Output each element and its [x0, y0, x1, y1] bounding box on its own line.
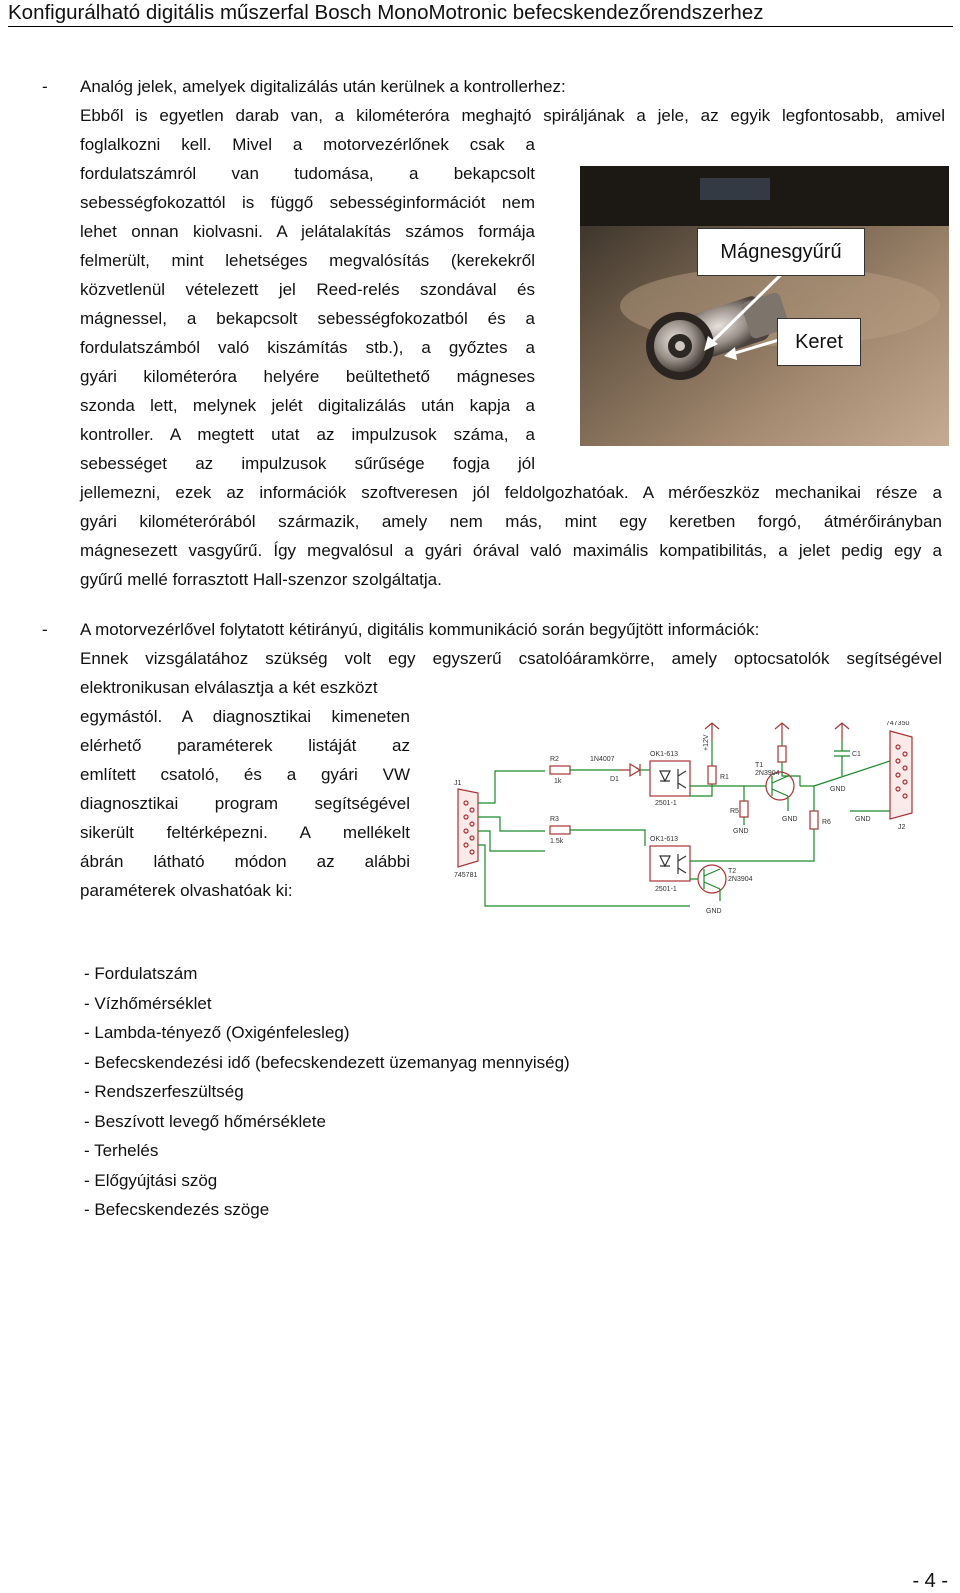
list-item: - Vízhőmérséklet: [84, 993, 212, 1013]
bullet-dash: -: [42, 77, 48, 96]
transistor-t1: [755, 762, 794, 800]
optocoupler-1: [650, 751, 690, 807]
paragraph-line: fordulatszámról van tudomása, a bekapcsolt: [80, 164, 535, 183]
transistor-t2: [698, 865, 753, 893]
optocoupler-2: [650, 836, 690, 893]
paragraph-line: gyári kilométeróra helyére beültethető mágneses: [80, 367, 535, 386]
bullet-dash: -: [42, 620, 48, 639]
j1-part: 745781: [454, 872, 478, 879]
parameter-list: [84, 959, 570, 1225]
paragraph-line: Ebből is egyetlen darab van, a kilométeróra meghajtó spiráljának a jele, az egyik legfontosabb, amivel: [80, 106, 945, 125]
gnd-label-5: GND: [855, 816, 871, 823]
paragraph-line: gyűrű mellé forrasztott Hall-szenzor szolgáltatja.: [80, 570, 442, 589]
connector-j1: [454, 780, 478, 879]
r1-label: R1: [720, 774, 729, 781]
connector-j2: [886, 721, 912, 831]
t2-part: 2N3904: [728, 876, 753, 883]
paragraph-line: egymástól. A diagnosztikai kimeneten: [80, 707, 410, 726]
magnetic-ring-label: Mágnesgyűrű: [697, 228, 865, 276]
paragraph-line: mágnesezett vasgyűrű. Így megvalósul a gyári órával való maximális kompatibilitás, a jelet pedig egy a: [80, 541, 942, 560]
paragraph-line: sebességfokozattól is függő sebességinformációt nem: [80, 193, 535, 212]
t2-label: T2: [728, 868, 737, 875]
opto1-label: OK1-613: [650, 751, 679, 758]
paragraph-line: sikerült feltérképezni. A mellékelt: [80, 823, 410, 842]
paragraph-line: említett csatoló, és a gyári VW: [80, 765, 410, 784]
j2-label: J2: [898, 824, 906, 831]
paragraph-line: sebességet az impulzusok sűrűsége fogja jól: [80, 454, 535, 473]
gnd-label: GND: [782, 816, 798, 823]
diode-label: 1N4007: [590, 756, 615, 763]
paragraph-line: diagnosztikai program segítségével: [80, 794, 410, 813]
opto2-part: 2501-1: [655, 886, 677, 893]
paragraph-line: kontroller. A megtett utat az impulzusok száma, a: [80, 425, 535, 444]
gnd-label-4: GND: [706, 908, 722, 915]
list-item: - Előgyújtási szög: [84, 1170, 218, 1190]
t1-part: 2N3904: [755, 770, 780, 777]
r2-label: R2: [550, 756, 559, 763]
paragraph-line: jellemezni, ezek az információk szoftveresen jól feldolgozhatóak. A mérőeszköz mechanikai része a: [80, 483, 942, 502]
j2-part: 747350: [886, 721, 910, 727]
page-header: Konfigurálható digitális műszerfal Bosch MonoMotronic befecskendezőrendszerhez: [8, 0, 953, 27]
gnd-label-2: GND: [733, 828, 749, 835]
paragraph-line: közvetlenül vételezett jel Reed-relés szondával és: [80, 280, 535, 299]
opto1-part: 2501-1: [655, 800, 677, 807]
gnd-label-3: GND: [830, 786, 846, 793]
paragraph-line: ábrán látható módon az alábbi: [80, 852, 410, 871]
paragraph-line: felmerült, mint lehetséges megvalósítás (kerekekről: [80, 251, 535, 270]
paragraph-line: szonda lett, melynek jelét digitalizálás után kapja a: [80, 396, 535, 415]
r6-label: R6: [822, 819, 831, 826]
list-item: - Lambda-tényező (Oxigénfelesleg): [84, 1023, 350, 1042]
section1-intro: Analóg jelek, amelyek digitalizálás után kerülnek a kontrollerhez:: [80, 77, 566, 96]
paragraph-line: lehet onnan kiolvasni. A jelátalakítás számos formája: [80, 222, 535, 241]
r5-label: R5: [730, 808, 739, 815]
list-item: - Befecskendezés szöge: [84, 1200, 270, 1219]
list-item: - Befecskendezési idő (befecskendezett üzemanyag mennyiség): [84, 1052, 570, 1072]
list-item: - Terhelés: [84, 1141, 159, 1160]
j1-label: J1: [454, 780, 462, 787]
list-item: - Fordulatszám: [84, 964, 198, 983]
paragraph-line: paraméterek olvashatóak ki:: [80, 881, 293, 900]
sensor-photo: [580, 166, 949, 446]
frame-label: Keret: [777, 318, 861, 366]
r2-value: 1k: [554, 778, 562, 785]
r3-label: R3: [550, 816, 559, 823]
paragraph-line: elérhető paraméterek listáját az: [80, 736, 410, 755]
list-item: - Beszívott levegő hőmérséklete: [84, 1111, 326, 1131]
interface-schematic: [450, 721, 930, 921]
section2-intro: A motorvezérlővel folytatott kétirányú, digitális kommunikáció során begyűjtött információk:: [80, 620, 760, 639]
paragraph-line: mágnessel, a bekapcsolt sebességfokozatból és a: [80, 309, 535, 328]
paragraph-line: gyári kilométerórából származik, amely nem más, mint egy keretben forgó, átmérőirányban: [80, 512, 942, 531]
paragraph-line: Ennek vizsgálatához szükség volt egy egyszerű csatolóáramkörre, amely optocsatolók segítségével: [80, 649, 942, 668]
r3-value: 1.5k: [550, 838, 564, 845]
c1-label: C1: [852, 751, 861, 758]
paragraph-line: elektronikusan elválasztja a két eszközt: [80, 678, 378, 697]
page-number: - 4 -: [912, 1570, 948, 1592]
vcc-label: +12V: [703, 734, 710, 751]
diode-ref: D1: [610, 776, 619, 783]
paragraph-line: foglalkozni kell. Mivel a motorvezérlőnek csak a: [80, 135, 535, 154]
paragraph-line: fordulatszámból való kiszámítás stb.), a győztes a: [80, 338, 535, 357]
list-item: - Rendszerfeszültség: [84, 1082, 244, 1101]
opto2-label: OK1-613: [650, 836, 679, 843]
t1-label: T1: [755, 762, 764, 769]
